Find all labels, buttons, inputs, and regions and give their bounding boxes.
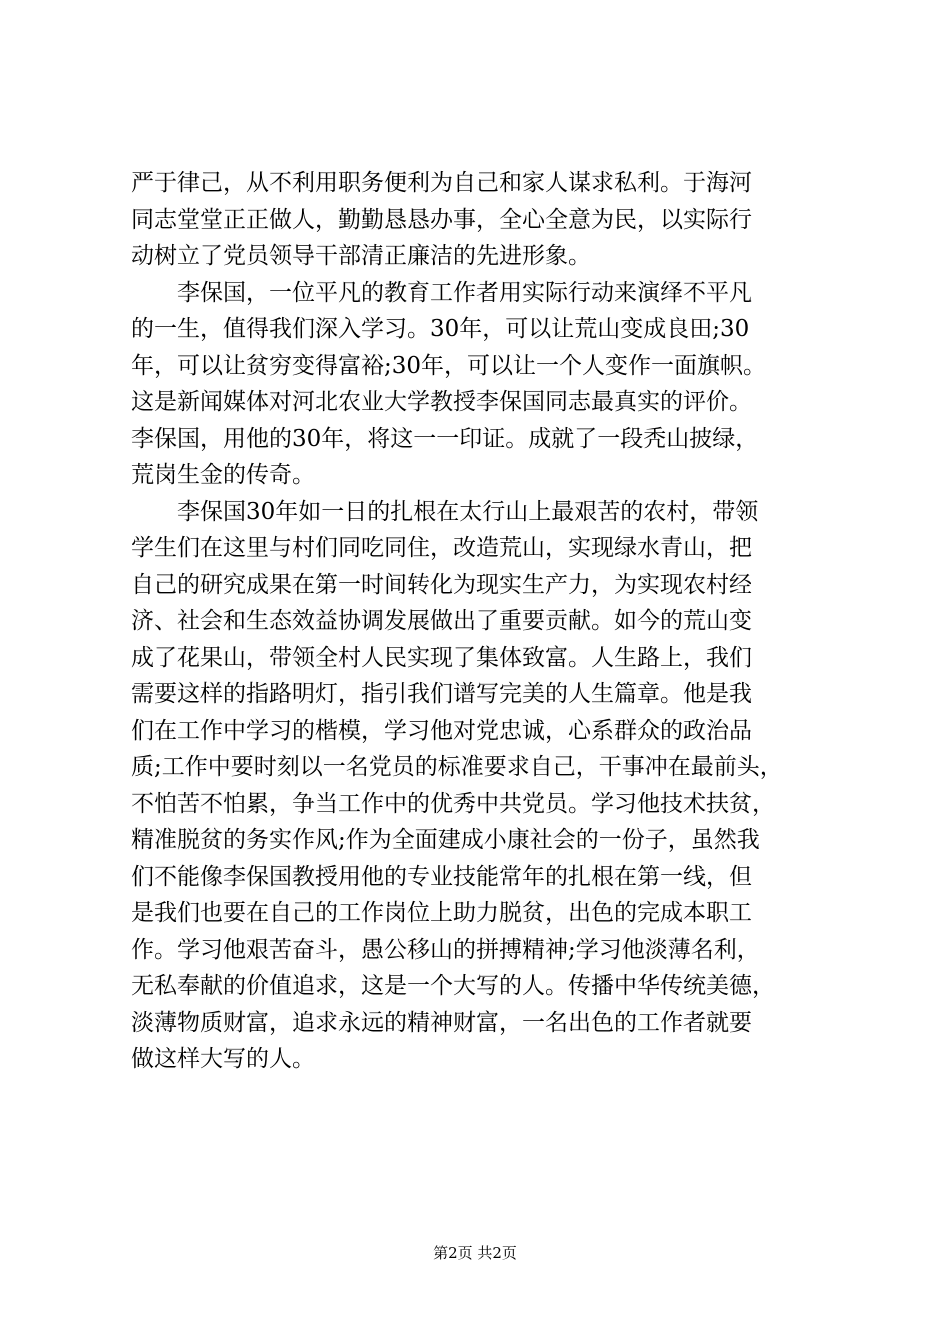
text-line: 精准脱贫的务实作风;作为全面建成小康社会的一份子，虽然我 [131, 827, 760, 853]
text-line: 作。学习他艰苦奋斗，愚公移山的拼搏精神;学习他淡薄名利， [131, 936, 760, 963]
text-line: 同志堂堂正正做人，勤勤恳恳办事，全心全意为民，以实际行 [131, 206, 752, 233]
text-line: 不怕苦不怕累，争当工作中的优秀中共党员。学习他技术扶贫， [131, 790, 775, 817]
text-line: 李保国30年如一日的扎根在太行山上最艰苦的农村，带领 [131, 498, 759, 525]
text-line: 成了花果山，带领全村人民实现了集体致富。人生路上，我们 [131, 644, 752, 671]
text-line: 李保国，一位平凡的教育工作者用实际行动来演绎不平凡 [131, 279, 752, 306]
text-line: 需要这样的指路明灯，指引我们谱写完美的人生篇章。他是我 [131, 681, 752, 707]
text-line: 是我们也要在自己的工作岗位上助力脱贫，出色的完成本职工 [131, 900, 752, 926]
text-line: 无私奉献的价值追求，这是一个大写的人。传播中华传统美德， [131, 973, 775, 999]
text-line: 学生们在这里与村们同吃同住，改造荒山，实现绿水青山，把 [131, 535, 752, 561]
text-line: 李保国，用他的30年，将这一一印证。成就了一段秃山披绿， [131, 425, 759, 452]
text-line: 淡薄物质财富，追求永远的精神财富，一名出色的工作者就要 [131, 1009, 752, 1036]
text-line: 荒岗生金的传奇。 [131, 462, 315, 488]
text-line: 严于律己，从不利用职务便利为自己和家人谋求私利。于海河 [131, 170, 752, 196]
document-body [131, 165, 831, 1078]
text-line: 的一生，值得我们深入学习。30年，可以让荒山变成良田;30 [131, 316, 750, 342]
text-line: 质;工作中要时刻以一名党员的标准要求自己，干事冲在最前头， [131, 754, 783, 780]
text-line: 自己的研究成果在第一时间转化为现实生产力，为实现农村经 [131, 571, 752, 598]
text-line: 们不能像李保国教授用他的专业技能常年的扎根在第一线，但 [131, 863, 752, 890]
text-line: 们在工作中学习的楷模，学习他对党忠诚，心系群众的政治品 [131, 717, 752, 744]
text-line: 动树立了党员领导干部清正廉洁的先进形象。 [131, 243, 591, 269]
text-line: 这是新闻媒体对河北农业大学教授李保国同志最真实的评价。 [131, 389, 752, 415]
text-line: 济、社会和生态效益协调发展做出了重要贡献。如今的荒山变 [131, 608, 752, 634]
text-line: 做这样大写的人。 [131, 1046, 315, 1072]
text-line: 年，可以让贫穷变得富裕;30年，可以让一个人变作一面旗帜。 [131, 352, 767, 379]
page-number-footer: 第2页 共2页 [433, 1244, 517, 1262]
